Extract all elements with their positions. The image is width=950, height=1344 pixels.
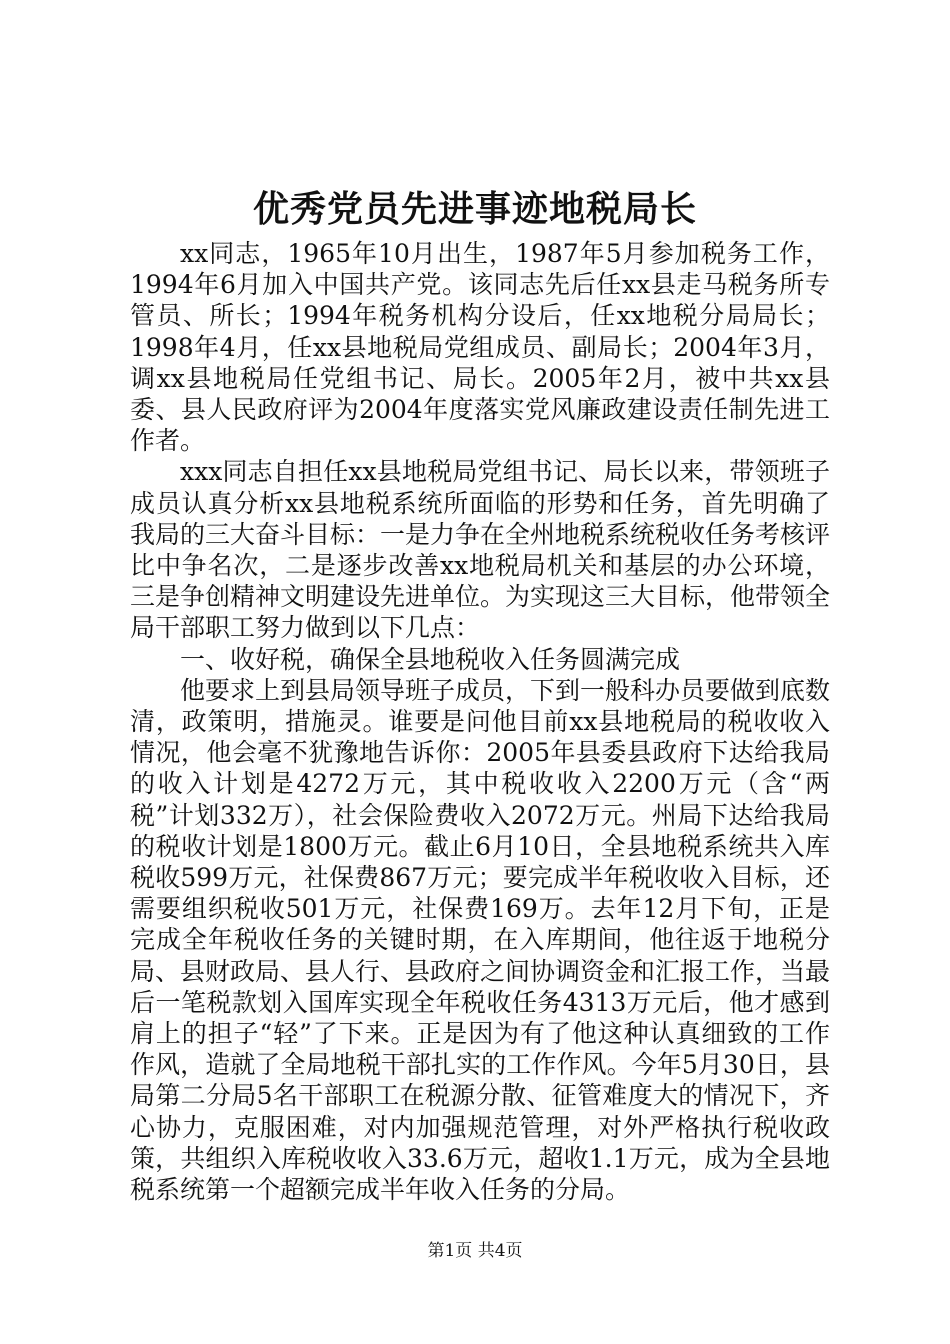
document-body bbox=[130, 238, 830, 1205]
paragraph-goals: xxx同志自担任xx县地税局党组书记、局长以来，带领班子成员认真分析xx县地税系统所面临的形势和任务，首先明确了我局的三大奋斗目标：一是力争在全州地税系统税收任务考核评比中争名次，二是逐步改善xx地税局机关和基层的办公环境，三是争创精神文明建设先进单位。为实现这三大目标，他带领全局干部职工努力做到以下几点： bbox=[130, 457, 831, 643]
page-footer: 第1页 共4页 bbox=[427, 1241, 523, 1261]
paragraph-tax-collection: 他要求上到县局领导班子成员，下到一般科办员要做到底数清，政策明，措施灵。谁要是问他目前xx县地税局的税收收入情况，他会毫不犹豫地告诉你：2005年县委县政府下达给我局的收入计划是4272万元，其中税收收入2200万元（含“两税”计划332万），社会保险费收入2072万元。州局下达给我局的税收计划是1800万元。截止6月10日，全县地税系统共入库税收599万元，社保费867万元；要完成半年税收收入目标，还需要组织税收501万元，社保费169万。去年12月下旬，正是完成全年税收任务的关键时期，在入库期间，他往返于地税分局、县财政局、县人行、县政府之间协调资金和汇报工作，当最后一笔税款划入国库实现全年税收任务4313万元后，他才感到肩上的担子“轻”了下来。正是因为有了他这种认真细致的工作作风，造就了全局地税干部扎实的工作作风。今年5月30日，县局第二分局5名干部职工在税源分散、征管难度大的情况下，齐心协力，克服困难，对内加强规范管理，对外严格执行税收政策，共组织入库税收收入33.6万元，超收1.1万元，成为全县地税系统第一个超额完成半年收入任务的分局。 bbox=[130, 675, 831, 1205]
paragraph-biography: xx同志，1965年10月出生，1987年5月参加税务工作，1994年6月加入中国共产党。该同志先后任xx县走马税务所专管员、所长；1994年税务机构分设后，任xx地税分局局长；1998年4月，任xx县地税局党组成员、副局长；2004年3月，调xx县地税局任党组书记、局长。2005年2月，被中共xx县委、县人民政府评为2004年度落实党风廉政建设责任制先进工作者。 bbox=[130, 239, 830, 456]
section-heading-collect-taxes: 一、收好税，确保全县地税收入任务圆满完成 bbox=[180, 644, 681, 674]
document-title: 优秀党员先进事迹地税局长 bbox=[252, 188, 697, 230]
